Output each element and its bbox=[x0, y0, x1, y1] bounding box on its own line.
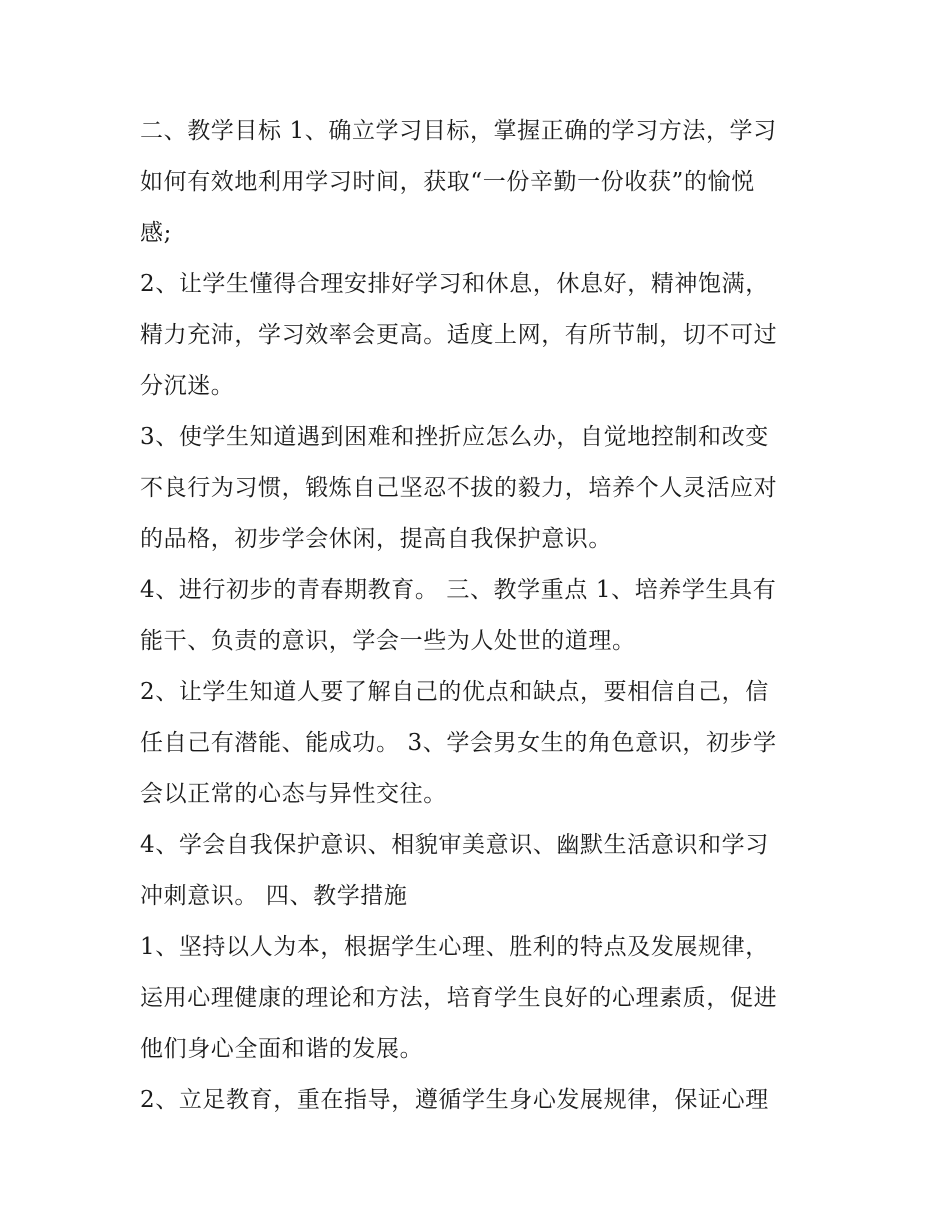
document-body bbox=[140, 106, 820, 1126]
text-line: 他们身心全面和谐的发展。 bbox=[140, 1036, 424, 1062]
text-line: 3、使学生知道遇到困难和挫折应怎么办，自觉地控制和改变 bbox=[140, 424, 769, 450]
text-line: 分沉迷。 bbox=[140, 373, 235, 399]
text-line: 会以正常的心态与异性交往。 bbox=[140, 781, 447, 807]
text-line: 任自己有潜能、能成功。 3、学会男女生的角色意识，初步学 bbox=[140, 730, 777, 756]
text-line: 冲刺意识。 四、教学措施 bbox=[140, 883, 408, 909]
text-line: 感; bbox=[140, 220, 172, 246]
text-line: 能干、负责的意识，学会一些为人处世的道理。 bbox=[140, 628, 636, 654]
text-line: 二、教学目标 1、确立学习目标，掌握正确的学习方法，学习 bbox=[140, 118, 777, 144]
text-line: 2、让学生知道人要了解自己的优点和缺点，要相信自己，信 bbox=[140, 679, 769, 705]
text-line: 4、学会自我保护意识、相貌审美意识、幽默生活意识和学习 bbox=[140, 832, 769, 858]
text-line: 精力充沛，学习效率会更高。适度上网，有所节制，切不可过 bbox=[140, 322, 778, 348]
text-line: 1、坚持以人为本，根据学生心理、胜利的特点及发展规律， bbox=[140, 934, 769, 960]
text-line: 运用心理健康的理论和方法，培育学生良好的心理素质，促进 bbox=[140, 985, 778, 1011]
text-line: 的品格，初步学会休闲，提高自我保护意识。 bbox=[140, 526, 612, 552]
text-line: 2、让学生懂得合理安排好学习和休息，休息好，精神饱满， bbox=[140, 271, 769, 297]
text-line: 2、立足教育，重在指导，遵循学生身心发展规律，保证心理 bbox=[140, 1087, 769, 1113]
text-line: 不良行为习惯，锻炼自己坚忍不拔的毅力，培养个人灵活应对 bbox=[140, 475, 778, 501]
text-line: 4、进行初步的青春期教育。 三、教学重点 1、培养学生具有 bbox=[140, 577, 777, 603]
text-line: 如何有效地利用学习时间，获取“一份辛勤一份收获”的愉悦 bbox=[140, 169, 755, 195]
